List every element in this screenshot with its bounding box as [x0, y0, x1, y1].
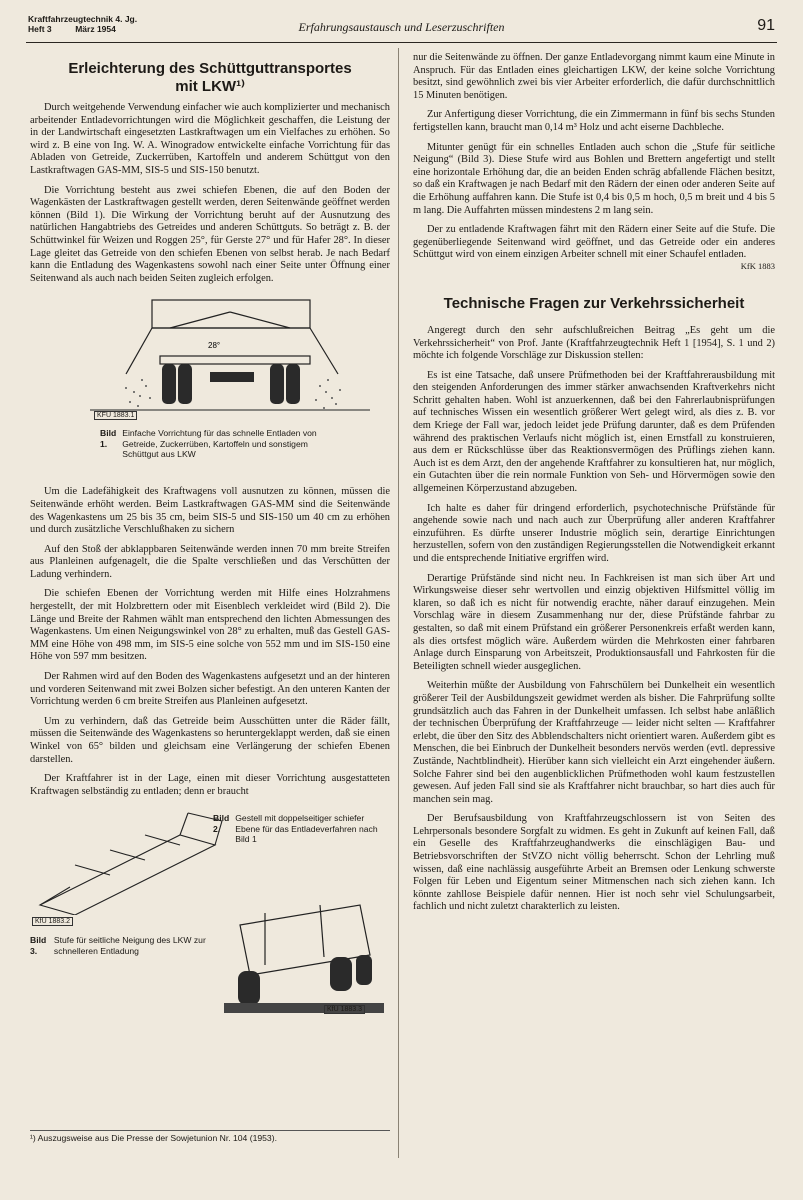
article2-paragraph: Derartige Prüfstände sind nicht neu. In Fachkreisen ist man sich über Art und Wirkungsweise dieser sehr wertvollen und einzig objektiven Hilfsmittel völlig im klaren, so daß ich es nicht für notwendig erachte, näher darauf einzugehen. Mein Vorschlag wäre in diesem Zusammenhang nur der, diese Prüfstände fahrbar zu gestalten, so daß mit einem Prüfstand ein größerer Personenkreis erfaßt werden kann, als dies ortsfest möglich wäre. Außerdem würden die Mehrkosten einer fahrbaren Anlage durch Einsparung von Arbeitszeit, Produktionsausfall und Fahrkosten für die Beteiligten schnell wieder ausgeglichen. — [413, 572, 775, 672]
article2-paragraph: Angeregt durch den sehr aufschlußreichen Beitrag „Es geht um die Verkehrssicherheit“ von Prof. Jante (Kraftfahrzeugtechnik Heft 1 [1954], S. 1 und 2) möchte ich folgende Vorschläge zur Diskussion stellen: — [413, 324, 775, 362]
journal-line-2: Heft 3 März 1954 — [28, 24, 116, 34]
article2-paragraph: Weiterhin müßte der Ausbildung von Fahrschülern bei Dunkelheit ein wesentlich größerer Teil der Ausbildungszeit gewidmet werden als bisher. Die Fahrprüfung sollte grundsätzlich auch das Fahren in der Dunkelheit umfassen. Ich selbst habe anläßlich der technischen Überprüfung der Kraftfahrzeuge — leider nicht selten — Kraftfahrer erlebt, die über den Sitz des Abblendschalters nicht orientiert waren. Außerdem gibt es Menschen, die bei Einbruch der Dunkelheit besonders nervös werden (evtl. depressive Zustände, Nachtblindheit). Hierüber kann sich vielleicht ein Arzt eingehender äußern. Solche Fahrer sind bei den augenblicklichen Prüfmethoden wohl kaum festzustellen gewesen. Auf jeden Fall sind sie als Kraftfahrer nicht brauchbar, so hart dies auch für manchen sein mag. — [413, 680, 775, 805]
figure-1 — [30, 292, 390, 482]
figure-1-angle: 28° — [208, 341, 221, 351]
column-divider — [398, 48, 399, 1158]
page-header — [28, 14, 775, 44]
figure-1-stamp: KFU 1883.1 — [94, 411, 137, 420]
article1-paragraph: Die Vorrichtung besteht aus zwei schiefen Ebenen, die auf den Boden der Wagenkästen der Lastkraftwagen gestellt werden, deren Seitenwände geöffnet werden können (Bild 1). Die Wirkung der Vorrichtung beruht auf der Ausnutzung des natürlichen Hangabtriebs des Getreides und anderen Schüttguts. So beträgt z. B. der Schüttwinkel für Weizen und Roggen 25°, für Gerste 27° und für Hafer 28°. In dieser Lage gleitet das Getreide von den schiefen Ebenen von selbst herab. Je nach Bedarf kann die Entladung des Wagenkastens sowohl nach einer Seite unter Öffnung einer Seitenwand als auch nach beiden Seiten zugleich erfolgen. — [30, 184, 390, 284]
article1-paragraph: Der Rahmen wird auf den Boden des Wagenkastens aufgesetzt und an der hinteren und vorderen Seitenwand mit zwei Bolzen sicher befestigt. An den unteren Kanten der Vorrichtung werden 6 cm breite Streifen aus Planleinen aufgesetzt. — [30, 671, 390, 708]
figure-1-caption-label: Bild 1. — [100, 428, 117, 449]
left-column — [30, 52, 390, 1025]
article2-paragraph: Der Berufsausbildung von Kraftfahrzeugschlossern ist von Seiten des Lehrpersonals besondere Sorgfalt zu widmen. Es geht in Zukunft auf keinen Fall, daß ein Geselle des Kraftfahrzeughandwerks die einschlägigen Bau- und Betriebsvorschriften der StVZO nicht völlig beherrscht. Schon der Lehrling muß wissen, daß eine nachlässig ausgeführte Arbeit an Bremsen oder Lenkung schwerste Folgen für Leben und Eigentum seiner Mitmenschen nach sich ziehen kann. Ich könnte zahllose Beispiele dafür nennen. Hier ist noch sehr viel Schulungsarbeit, fachlich und nicht zuletzt charakterlich zu leisten. — [413, 813, 775, 913]
article2-paragraph: Ich halte es daher für dringend erforderlich, psychotechnische Prüfstände für angehende sowie nach und nach auch zur Überprüfung aller anderen Kraftfahrer einzuführen. Es dürfte unserer Industrie möglich sein, derartige Einrichtungen herzustellen, sofern von den zuständigen Regierungsstellen die Notwendigkeit erkannt und die entsprechende Initiative ergriffen wird. — [413, 502, 775, 564]
article1-paragraph: Um zu verhindern, daß das Getreide beim Ausschütten unter die Räder fällt, müssen die Seitenwände des Wagenkastens so heruntergeklappt werden, daß sie einen Winkel von 65° bilden und gleichsam eine Verlängerung der schiefen Ebenen darstellen. — [30, 715, 390, 765]
article1-signature: KfK 1883 — [740, 260, 775, 271]
figure-2-caption-label: Bild 2. — [213, 813, 230, 834]
article1-continued-paragraph: Der zu entladende Kraftwagen fährt mit den Rädern einer Seite auf die Stufe. Die gegenüberliegende Seitenwand wird geöffnet, und das Getreide oder ein anderes Schüttgut wird von einem einzigen Arbeiter schnell mit einer Schaufel entladen. — [413, 224, 775, 261]
figures-2-3 — [30, 805, 390, 1025]
article1-continued-paragraph: nur die Seitenwände zu öffnen. Der ganze Entladevorgang nimmt kaum eine Minute in Anspruch. Für das Entladen eines gleichartigen LKW, der keine solche Vorrichtung besitzt, sind gewöhnlich zwei bis vier Arbeiter erforderlich, die dafür durchschnittlich 15 Minuten benötigen. — [413, 52, 775, 101]
article2-paragraph: Es ist eine Tatsache, daß unsere Prüfmethoden bei der Kraftfahrerausbildung mit den steigenden Anforderungen des immer stärker anwachsenden Kraftverkehrs nicht Schritt gehalten haben. Wohl ist anzuerkennen, daß bei den Fahrerlaubnisprüfungen auf technisches Wissen ein wesentlich größerer Wert gelegt wird, als dies z. B. vor dem Kriege der Fall war, jedoch leidet jede Prüfung darunter, daß es dem Prüfenden während des praktischen Verlaufs nicht möglich ist, einen Ernstfall zu konstruieren, aus dem er Rückschlüsse über das Reaktionsvermögen des Prüflings ziehen kann. Auch ist es dem Arzt, den der angehende Kraftfahrer zu konsultieren hat, nur möglich, ein Gutachten über die rein normale Funktion von Seh- und Hörvermögen sowie den allgemeinen Körperzustand abzugeben. — [413, 369, 775, 495]
section-title: Erfahrungsaustausch und Leserzuschriften — [298, 20, 505, 34]
article1-continued-paragraph: Zur Anfertigung dieser Vorrichtung, die ein Zimmermann in fünf bis sechs Stunden fertigstellen kann, braucht man 0,14 m³ Holz und acht eiserne Dachbleche. — [413, 109, 775, 133]
figure-3-caption-text: Stufe für seitliche Neigung des LKW zur schnelleren Entladung — [53, 935, 206, 956]
article1-title-line1: Erleichterung des Schüttguttransportes — [68, 60, 352, 77]
article1-paragraph: Die schiefen Ebenen der Vorrichtung werden mit Hilfe eines Holzrahmens hergestellt, der mit Holzbrettern oder mit Eisenblech verkleidet wird (Bild 2). Die Länge und Breite der Rahmen wählt man entsprechend den lichten Abmessungen des Wagenkastens. Um einen Neigungswinkel von 28° zu erhalten, muß das Gestell GAS-MM eine Höhe von 498 mm, im SIS-5 eine solche von 552 mm und im SIS-150 eine Höhe von 597 mm besitzen. — [30, 588, 390, 663]
figure-2-stamp: KfU 1883.2 — [32, 917, 73, 926]
figure-3-drawing — [220, 885, 390, 1015]
header-rule — [26, 42, 777, 43]
figure-2-caption-text: Gestell mit doppelseitiger schiefer Ebene für das Entladeverfahren nach Bild 1 — [235, 813, 378, 845]
right-column — [413, 52, 775, 921]
article1-title-line2: mit LKW¹⁾ — [175, 78, 245, 95]
article1-paragraph: Um die Ladefähigkeit des Kraftwagens voll ausnutzen zu können, müssen die Seitenwände erhöht werden. Beim Lastkraftwagen GAS-MM sind die Seitenwände des Wagenkastens um 25 bis 35 cm, beim SIS-5 und SIS-150 um 40 cm zu erhöhen und durch zusätzliche Verschlußhaken zu sichern — [30, 486, 390, 536]
figure-2-caption — [213, 813, 388, 845]
page-number: 91 — [757, 17, 775, 34]
article1-paragraph: Durch weitgehende Verwendung einfacher wie auch komplizierter und mechanisch arbeitender Entladevorrichtungen wird die Möglichkeit geschaffen, die Leistung der in der Landwirtschaft eingesetzten Lastkraftwagen um ein Vielfaches zu erhöhen. So wird z. B eine von Ing. W. A. Winogradow entwickelte einfache Vorrichtung für das Abladen von Getreide, Zuckerrüben, Kartoffeln und anderem Schüttgut von den Lastkraftwagen GAS-MM, SIS-5 und SIS-150 benutzt. — [30, 102, 390, 176]
figure-1-caption — [100, 428, 340, 460]
article1-continued-paragraph: Mitunter genügt für ein schnelles Entladen auch schon die „Stufe für seitliche Neigung“ (Bild 3). Diese Stufe wird aus Bohlen und Brettern angefertigt und stellt eine horizontale Erhöhung dar, die an beiden Enden schräg abfallende Flächen besitzt, so daß ein Kraftwagen je nach Bedarf mit den Rädern der einen oder anderen Seite auf die Erhöhung auffahren kann. Die Stufe ist 0,4 bis 0,5 m hoch, 0,5 m breit und 4 bis 5 m lang. Die Auffahrten müssen mindestens 2 m lang sein. — [413, 141, 775, 216]
journal-line-1: Kraftfahrzeugtechnik 4. Jg. — [28, 14, 138, 24]
article1-title — [30, 60, 390, 96]
figure-3-caption — [30, 935, 220, 956]
figure-1-caption-text: Einfache Vorrichtung für das schnelle Entladen von Getreide, Zuckerrüben, Kartoffeln und sonstigem Schüttgut aus LKW — [122, 428, 317, 460]
figure-1-drawing — [30, 292, 390, 422]
figure-3-stamp: KfU 1883.3 — [324, 1005, 365, 1014]
footnote: ¹) Auszugsweise aus Die Presse der Sowjetunion Nr. 104 (1953). — [30, 1130, 390, 1143]
figure-3-caption-label: Bild 3. — [30, 935, 47, 956]
article1-paragraph: Auf den Stoß der abklappbaren Seitenwände werden innen 70 mm breite Streifen aus Planleinen aufgenagelt, die die Spalte verschließen und das Verschütten der Ladung verhindern. — [30, 543, 390, 580]
figure-2-drawing — [30, 805, 230, 915]
article2-title: Technische Fragen zur Verkehrssicherheit — [443, 294, 745, 312]
article1-paragraph: Der Kraftfahrer ist in der Lage, einen mit dieser Vorrichtung ausgestatteten Kraftwagen selbständig zu entladen; denn er braucht — [30, 773, 390, 797]
